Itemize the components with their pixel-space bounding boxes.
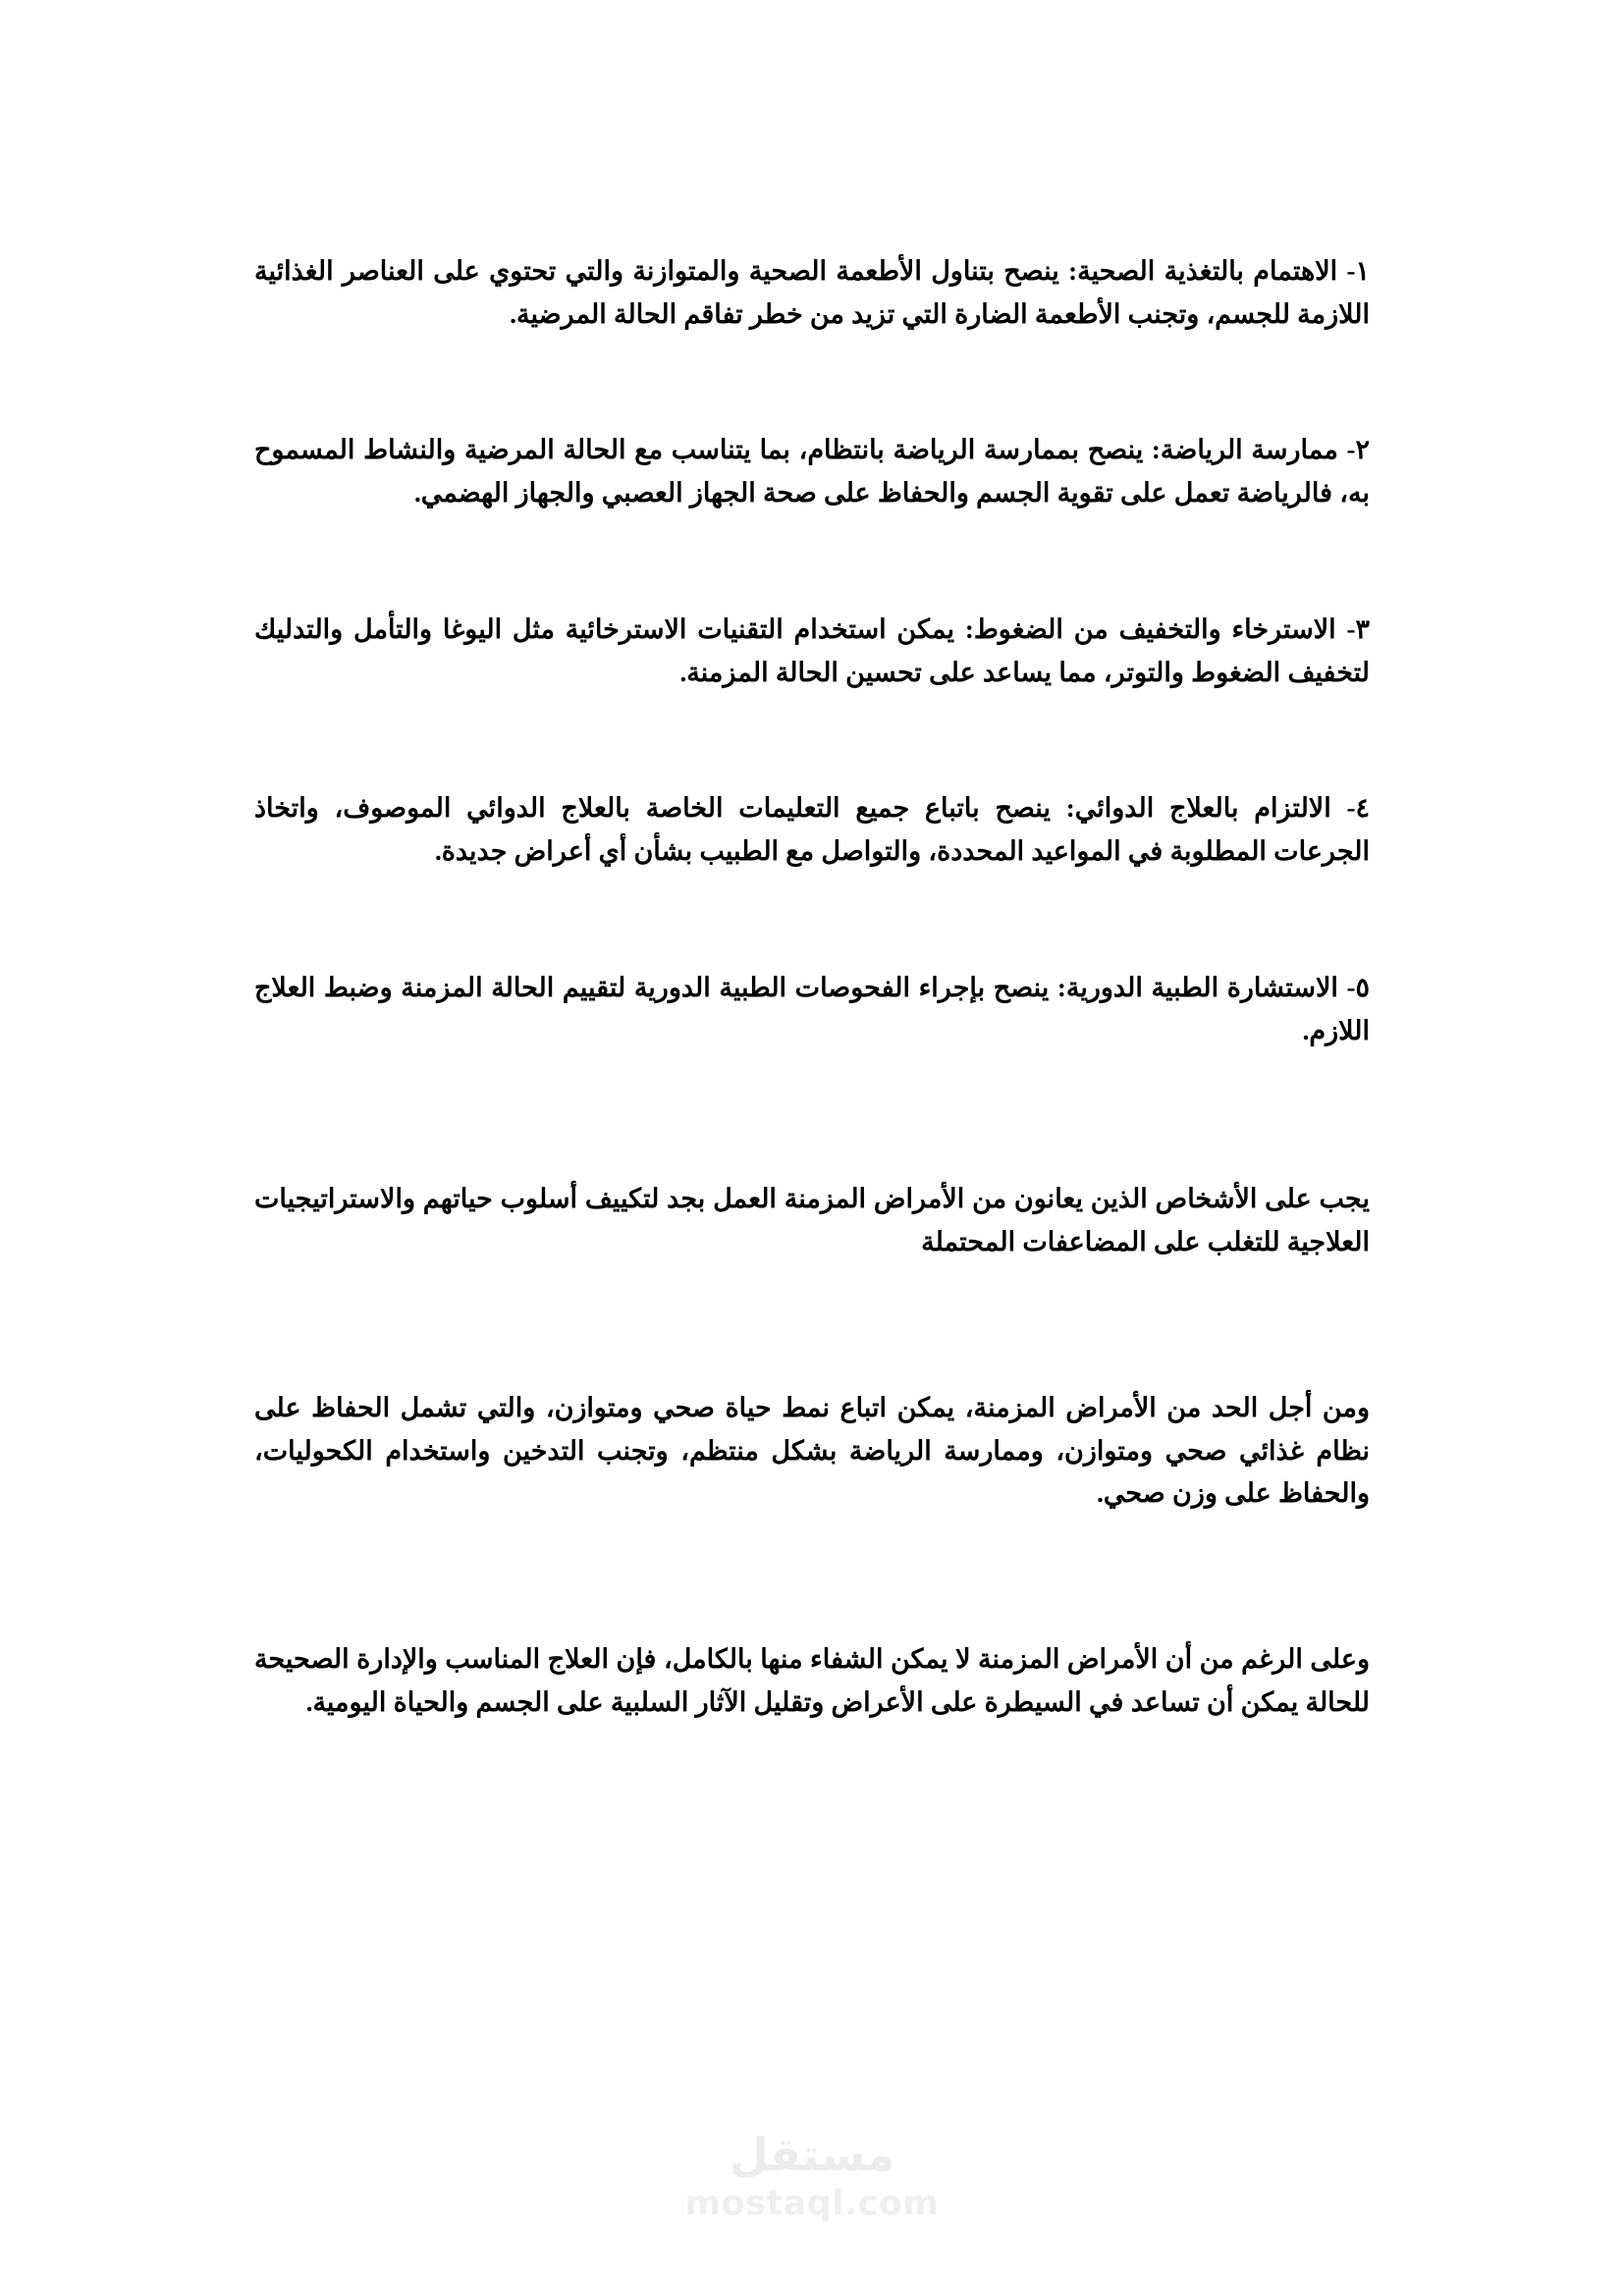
numbered-item-3: ٣- الاسترخاء والتخفيف من الضغوط: يمكن استخدام التقنيات الاسترخائية مثل اليوغا والتأمل والتدليك لتخفيف الضغوط والتوتر، مما يساعد على تحسين الحالة المزمنة.	[254, 614, 1370, 687]
body-paragraph-3: وعلى الرغم من أن الأمراض المزمنة لا يمكن الشفاء منها بالكامل، فإن العلاج المناسب والإدارة الصحيحة للحالة يمكن أن تساعد في السيطرة على الأعراض وتقليل الآثار السلبية على الجسم والحياة اليومية.	[254, 1644, 1370, 1717]
numbered-item-4: ٤- الالتزام بالعلاج الدوائي: ينصح باتباع جميع التعليمات الخاصة بالعلاج الدوائي الموصوف، واتخاذ الجرعات المطلوبة في المواعيد المحددة، والتواصل مع الطبيب بشأن أي أعراض جديدة.	[254, 793, 1370, 867]
mostaql-domain-text: mostaql.com	[684, 2184, 940, 2223]
numbered-item-2: ٢- ممارسة الرياضة: ينصح بممارسة الرياضة بانتظام، بما يتناسب مع الحالة المرضية والنشاط المسموح به، فالرياضة تعمل على تقوية الجسم والحفاظ على صحة الجهاز العصبي والجهاز الهضمي.	[254, 435, 1370, 508]
mostaql-watermark	[0, 2128, 1624, 2223]
document-content	[254, 250, 1370, 1724]
body-paragraph-2: ومن أجل الحد من الأمراض المزمنة، يمكن اتباع نمط حياة صحي ومتوازن، والتي تشمل الحفاظ على نظام غذائي صحي ومتوازن، وممارسة الرياضة بشكل منتظم، وتجنب التدخين واستخدام الكحوليات، والحفاظ على وزن صحي.	[254, 1392, 1370, 1509]
numbered-item-5: ٥- الاستشارة الطبية الدورية: ينصح بإجراء الفحوصات الطبية الدورية لتقييم الحالة المزمنة وضبط العلاج اللازم.	[254, 972, 1370, 1045]
numbered-item-1: ١- الاهتمام بالتغذية الصحية: ينصح بتناول الأطعمة الصحية والمتوازنة والتي تحتوي على العناصر الغذائية اللازمة للجسم، وتجنب الأطعمة الضارة التي تزيد من خطر تفاقم الحالة المرضية.	[254, 256, 1370, 329]
body-paragraph-1: يجب على الأشخاص الذين يعانون من الأمراض المزمنة العمل بجد لتكييف أسلوب حياتهم والاستراتيجيات العلاجية للتغلب على المضاعفات المحتملة	[254, 1184, 1370, 1257]
mostaql-arabic-wordmark: مستقل	[729, 2128, 895, 2181]
